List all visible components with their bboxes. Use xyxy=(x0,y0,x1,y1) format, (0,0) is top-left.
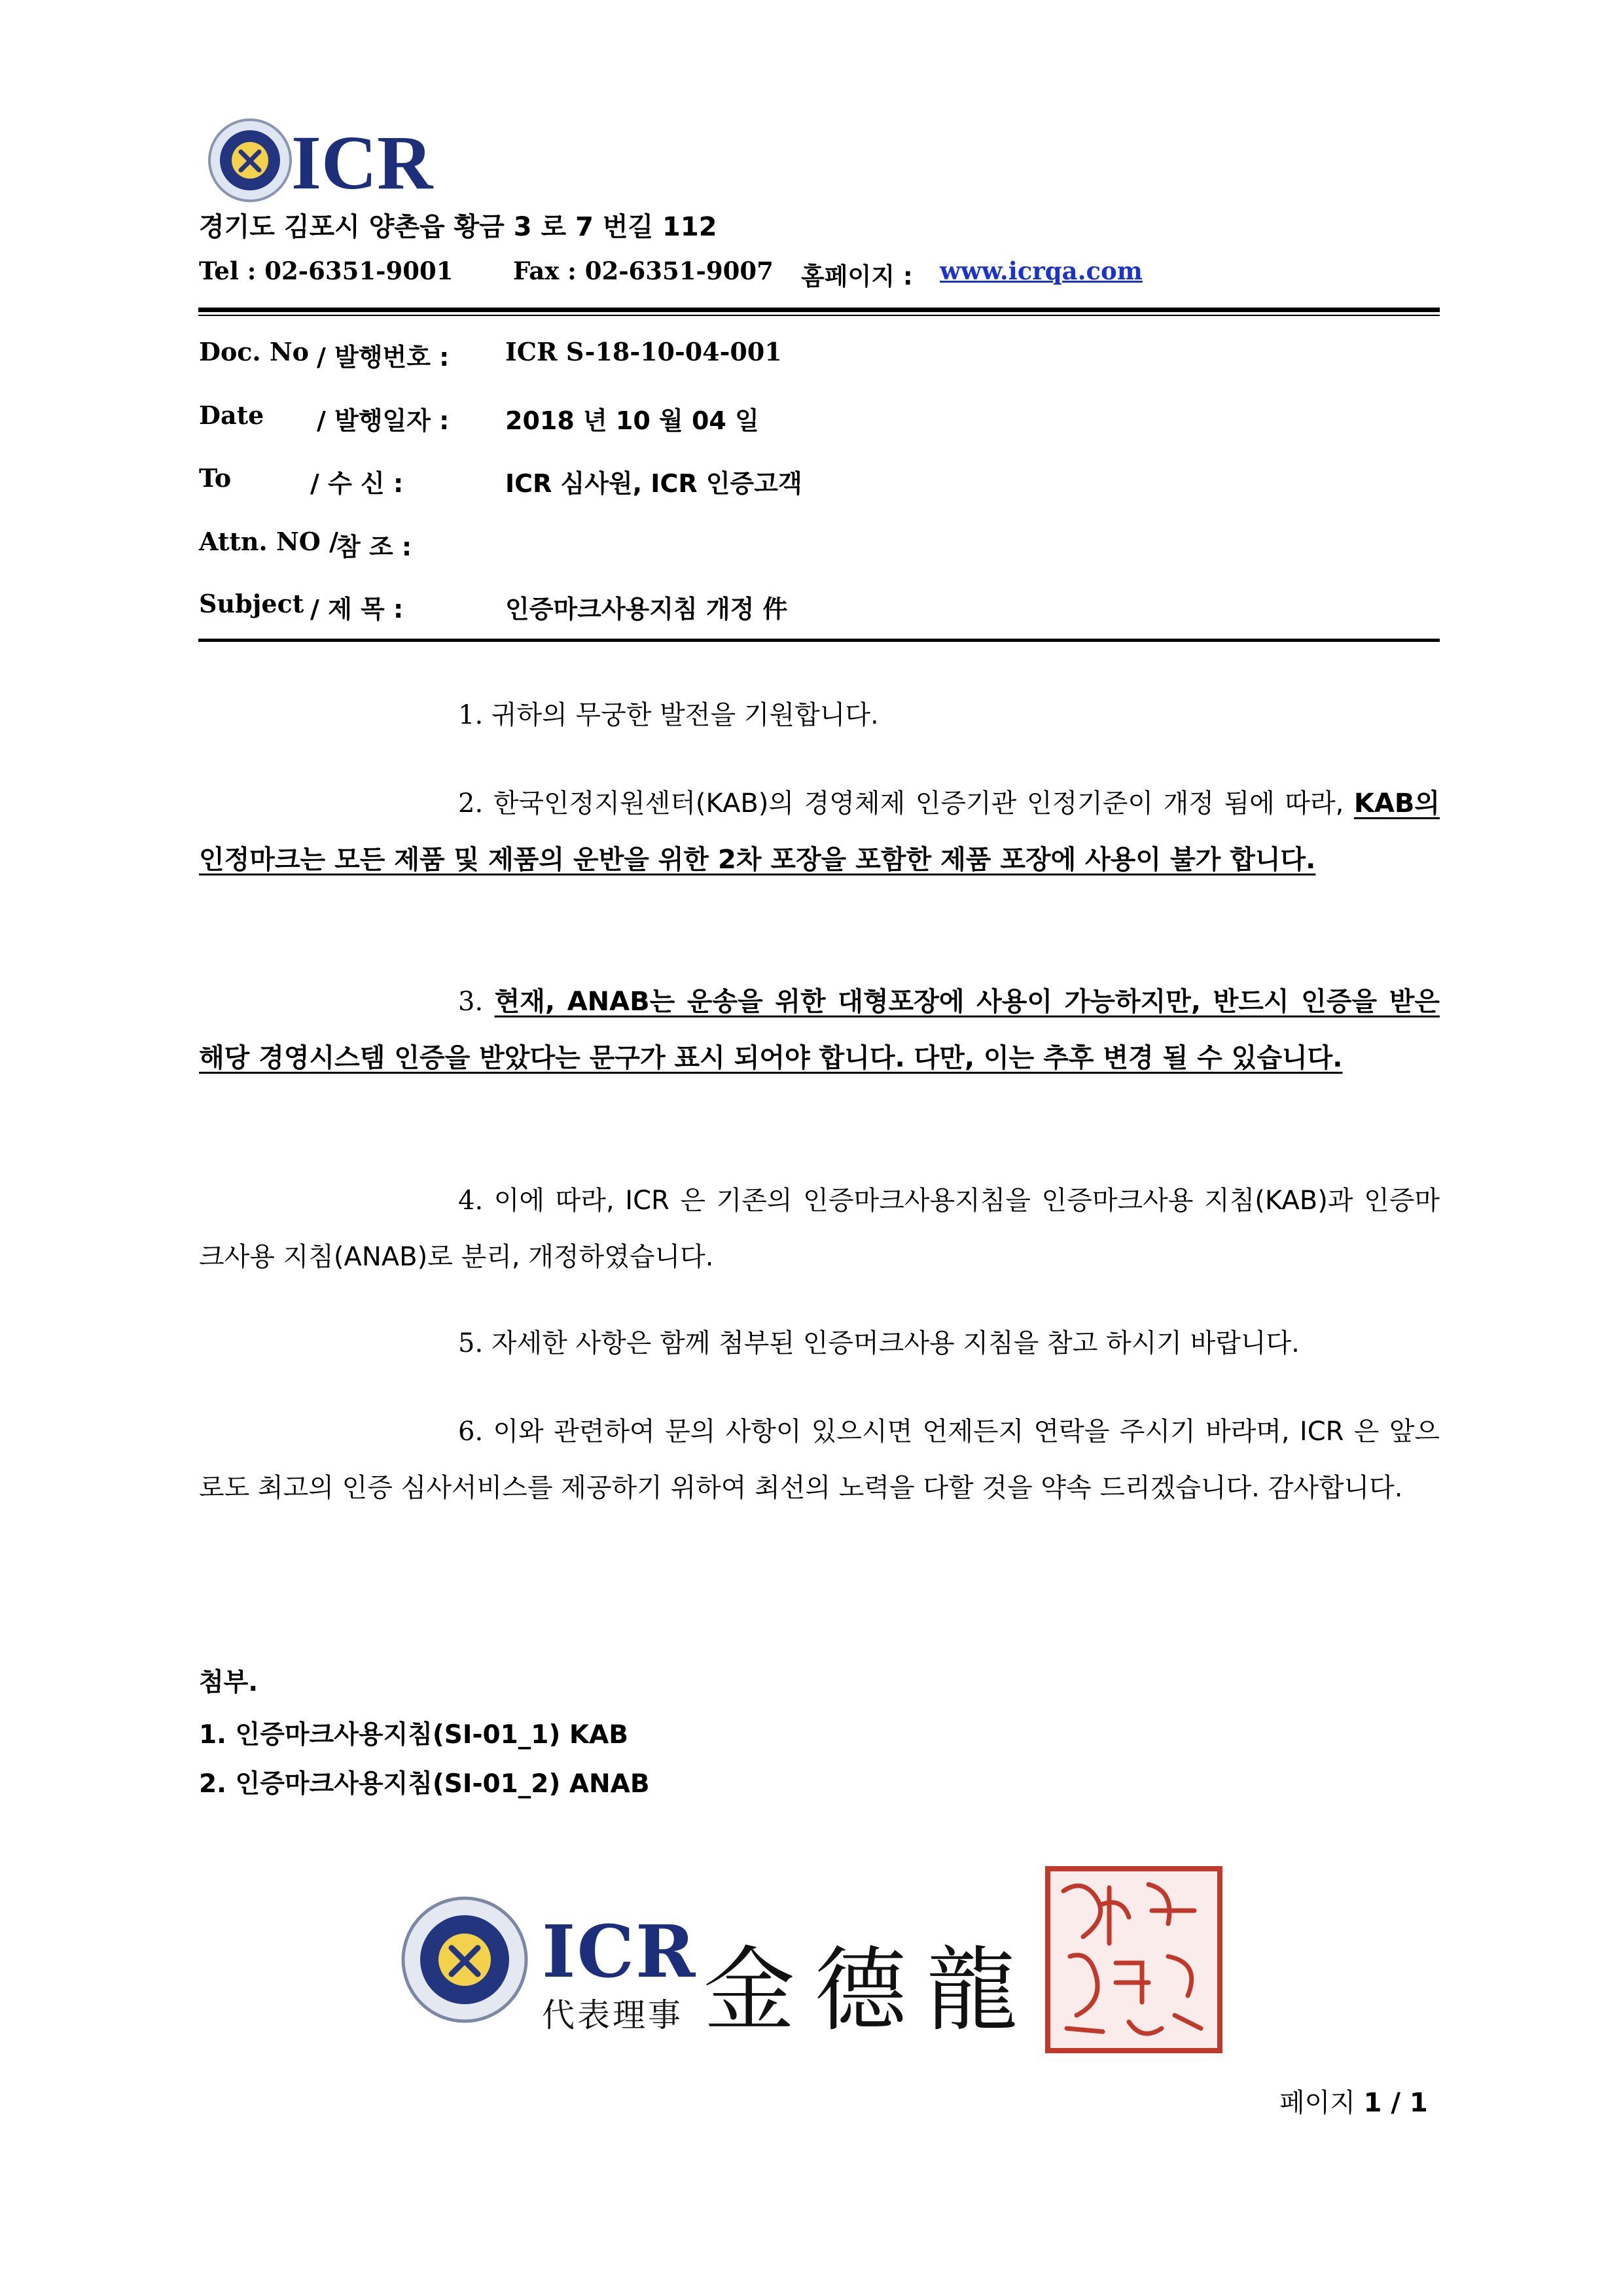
header-rule-thin xyxy=(198,315,1440,316)
homepage-link[interactable]: www.icrqa.com xyxy=(940,256,1143,285)
to-value: ICR 심사원, ICR 인증고객 xyxy=(505,469,802,498)
svg-text:ICR: ICR xyxy=(291,120,433,205)
p2-number: 2. xyxy=(458,788,484,819)
meta-subject xyxy=(199,589,1440,622)
to-ko-label: / 수 신 : xyxy=(310,469,404,498)
signature-name: 金德龍 xyxy=(704,1937,1038,2044)
attachments-title: 첨부. xyxy=(199,1668,259,1697)
paragraph-4 xyxy=(199,1173,1440,1285)
icr-seal-icon xyxy=(399,1894,530,2025)
date-value: 2018 년 10 월 04 일 xyxy=(505,406,759,435)
seal-stamp-icon xyxy=(1044,1865,1224,2055)
meta-rule xyxy=(198,639,1440,642)
to-label: To xyxy=(199,463,232,493)
red-seal-stamp xyxy=(1044,1865,1224,2055)
p4-number: 4. xyxy=(458,1186,484,1216)
icr-logo xyxy=(203,111,465,209)
p2-bold-text: KAB의 인정마크는 모든 제품 및 제품의 운반을 위한 2차 포장을 포함한 제품 포장에 사용이 불가 합니다. xyxy=(199,788,1440,875)
p1-text: 귀하의 무궁한 발전을 기원합니다. xyxy=(491,700,879,730)
subject-label: Subject xyxy=(199,589,304,618)
signature-org: ICR xyxy=(542,1909,697,1994)
icr-logo-icon xyxy=(203,111,465,209)
p3-number: 3. xyxy=(458,987,484,1017)
meta-doc-no xyxy=(199,337,1440,370)
p5-text: 자세한 사항은 함께 첨부된 인증머크사용 지침을 참고 하시기 바랍니다. xyxy=(491,1328,1300,1358)
doc-no-ko-label: / 발행번호 : xyxy=(317,343,450,372)
signature-title: 代表理事 xyxy=(542,1996,683,2034)
doc-no-value: ICR S-18-10-04-001 xyxy=(505,337,782,366)
doc-no-label: Doc. No xyxy=(199,337,309,366)
attachment-item: 1. 인증마크사용지침(SI-01_1) KAB xyxy=(199,1720,628,1750)
subject-value: 인증마크사용지침 개정 件 xyxy=(505,595,788,624)
company-address: 경기도 김포시 양촌읍 황금 3 로 7 번길 112 xyxy=(199,212,717,242)
paragraph-6 xyxy=(199,1404,1440,1516)
page-label: 페이지 xyxy=(1279,2088,1355,2118)
date-label: Date xyxy=(199,400,264,430)
page-number xyxy=(1279,2082,1428,2119)
p6-text: 이와 관련하여 문의 사항이 있으시면 언제든지 연락을 주시기 바라며, ICR 은 앞으로도 최고의 인증 심사서비스를 제공하기 위하여 최선의 노력을 다할 것을 약속 드리겠습니다. 감사합니다. xyxy=(199,1417,1440,1503)
p4-text: 이에 따라, ICR 은 기존의 인증마크사용지침을 인증마크사용 지침(KAB)과 인증마크사용 지침(ANAB)로 분리, 개정하였습니다. xyxy=(199,1186,1440,1272)
tel-number: Tel : 02-6351-9001 xyxy=(199,256,454,285)
page-value: 1 / 1 xyxy=(1363,2088,1428,2118)
paragraph-5 xyxy=(199,1315,1440,1371)
attn-label: Attn. NO / xyxy=(199,527,338,556)
p3-bold-text: 현재, ANAB는 운송을 위한 대형포장에 사용이 가능하지만, 반드시 인증을 받은 해당 경영시스템 인증을 받았다는 문구가 표시 되어야 합니다. 다만, 이는 추후 변경 될 수 있습니다. xyxy=(199,987,1440,1073)
meta-date xyxy=(199,400,1440,433)
attachment-item: 2. 인증마크사용지침(SI-01_2) ANAB xyxy=(199,1769,650,1799)
p1-number: 1. xyxy=(458,700,484,730)
attn-ko-label: 참 조 : xyxy=(336,533,412,561)
meta-to xyxy=(199,463,1440,496)
paragraph-2 xyxy=(199,775,1440,888)
p2-text: 한국인정지원센터(KAB)의 경영체제 인증기관 인정기준이 개정 됨에 따라, xyxy=(493,788,1344,819)
p5-number: 5. xyxy=(458,1328,484,1358)
p6-number: 6. xyxy=(458,1417,484,1447)
icr-seal-logo xyxy=(399,1894,530,2025)
subject-ko-label: / 제 목 : xyxy=(310,595,404,624)
paragraph-3 xyxy=(199,974,1440,1086)
paragraph-1 xyxy=(199,687,1440,743)
homepage-label: 홈페이지 : xyxy=(801,262,913,291)
header-rule-top xyxy=(198,308,1440,312)
meta-attn xyxy=(199,527,1440,559)
fax-number: Fax : 02-6351-9007 xyxy=(513,256,774,285)
date-ko-label: / 발행일자 : xyxy=(317,406,450,435)
